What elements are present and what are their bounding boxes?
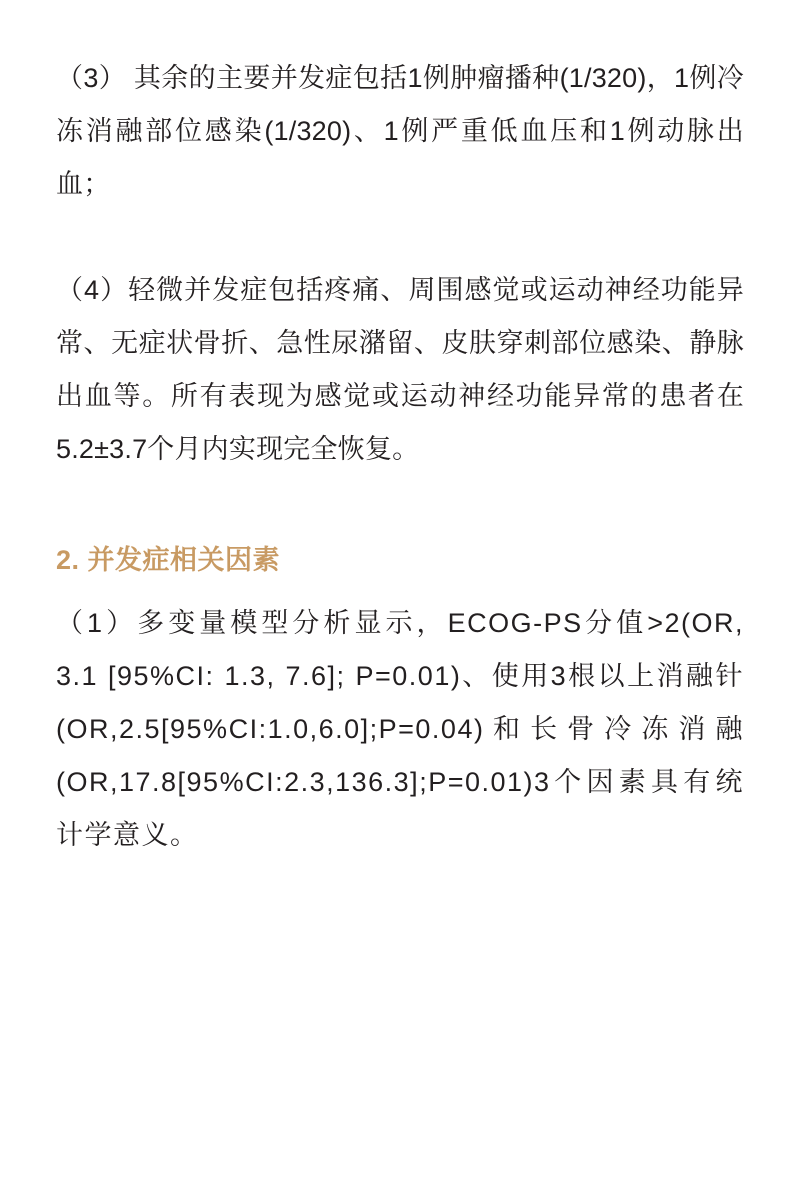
paragraph-item-2-1: （1）多变量模型分析显示，ECOG-PS分值>2(OR, 3.1 [95%CI: 1.3, 7.6]; P=0.01)、使用3根以上消融针(OR,2.5[95%CI:1.0,6.0];P=0.04)和长骨冷冻消融(OR,17.8[95%CI:2.3,136.3];P=0.01)3个因素具有统计学意义。 [56, 608, 744, 850]
paragraph-item-4: （4）轻微并发症包括疼痛、周围感觉或运动神经功能异常、无症状骨折、急性尿潴留、皮肤穿刺部位感染、静脉出血等。所有表现为感觉或运动神经功能异常的患者在5.2±3.7个月内实现完全恢复。 [56, 275, 744, 464]
paragraph-item-3: （3） 其余的主要并发症包括1例肿瘤播种(1/320)，1例冷冻消融部位感染(1/320)、1例严重低血压和1例动脉出血； [56, 63, 744, 199]
section-heading-complication-factors: 2. 并发症相关因素 [56, 545, 281, 575]
